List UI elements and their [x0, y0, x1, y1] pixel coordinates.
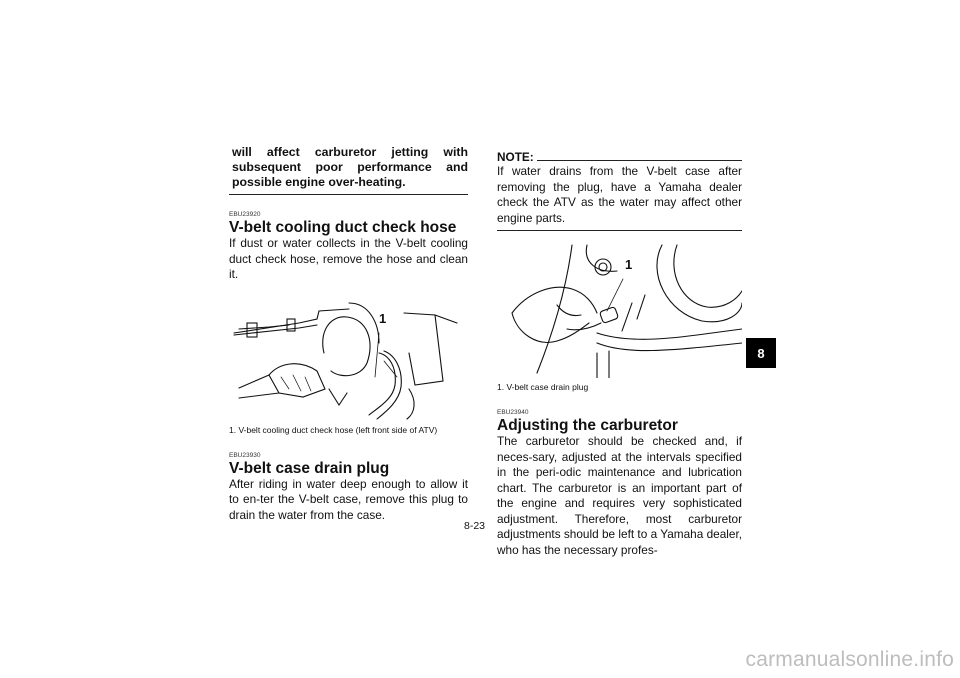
section-body-cooling-duct-hose: If dust or water collects in the V-belt cooling duct check hose, remove the hose and clean it.	[229, 236, 468, 281]
warning-continuation: will affect carburetor jetting with subsequent poor performance and possible engine over-heating.	[232, 145, 468, 189]
note-rule	[537, 160, 742, 161]
section-code: EBU23930	[229, 451, 261, 459]
section-body-adjusting-carburetor: The carburetor should be checked and, if neces-sary, adjusted at the intervals specified in the peri-odic maintenance and lubrication chart. The carburetor is an important part of the engine and requires very sophisticated adjustment. Therefore, most carburetor adjustments should be left to a Yamaha dealer, who has the necessary profes-	[497, 434, 742, 557]
note-end-rule	[497, 230, 742, 231]
section-title-cooling-duct-hose: V-belt cooling duct check hose	[229, 219, 457, 236]
watermark-text: carmanualsonline.info	[745, 648, 954, 671]
section-body-drain-plug: After riding in water deep enough to allow it to en-ter the V-belt case, remove this plug to drain the water from the case.	[229, 476, 468, 522]
cooling-duct-hose-illustration	[229, 293, 468, 421]
section-code: EBU23940	[497, 409, 529, 416]
warning-end-rule	[229, 194, 468, 195]
page-number: 8-23	[464, 520, 486, 532]
drain-plug-illustration	[497, 243, 742, 378]
right-column	[497, 150, 742, 558]
note-body: If water drains from the V-belt case after removing the plug, have a Yamaha dealer check the ATV as the water may affect other engine parts.	[497, 164, 742, 225]
section-code: EBU23920	[229, 211, 261, 218]
chapter-tab: 8	[746, 338, 776, 368]
figure-caption: 1. V-belt case drain plug	[497, 382, 589, 392]
left-column	[229, 145, 468, 523]
section-title-drain-plug: V-belt case drain plug	[229, 459, 390, 477]
note-label: NOTE:	[497, 150, 534, 164]
callout-number: 1	[625, 257, 633, 272]
section-title-adjusting-carburetor: Adjusting the carburetor	[497, 417, 678, 434]
note-heading	[497, 150, 742, 164]
figure-caption: 1. V-belt cooling duct check hose (left front side of ATV)	[229, 424, 438, 435]
callout-number: 1	[379, 310, 387, 326]
